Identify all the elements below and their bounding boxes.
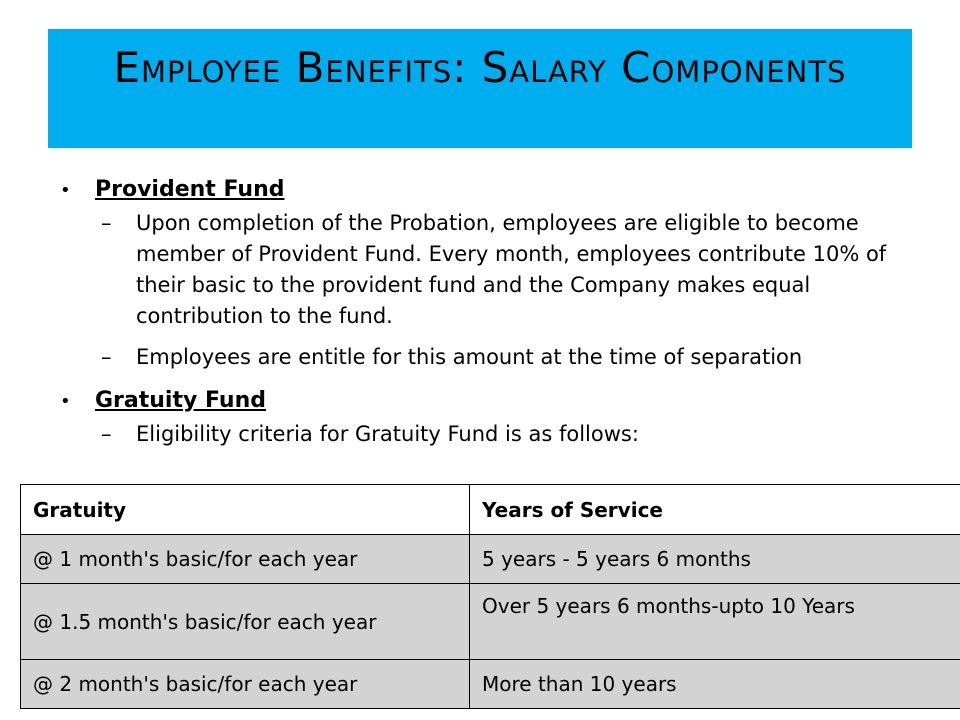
slide-title: Employee Benefits: Salary Components (113, 43, 847, 92)
list-item-text: Upon completion of the Probation, employees are eligible to become member of Provident Fund. Every month, employees contribute 10% of their basic to the provident fund and the Company makes equal contribution to the fund. (136, 211, 887, 328)
slide-body (60, 172, 900, 450)
list-item (101, 208, 900, 332)
column-header-years-of-service: Years of Service (470, 485, 960, 535)
column-header-gratuity: Gratuity (21, 485, 470, 535)
list-item (101, 419, 900, 450)
table-cell: Over 5 years 6 months-upto 10 Years (470, 584, 960, 660)
section-gratuity-fund (60, 383, 900, 419)
bullet-dot-icon: • (60, 391, 71, 412)
table-cell: More than 10 years (470, 660, 960, 709)
list-item (101, 342, 900, 373)
title-banner (48, 29, 912, 148)
list-item-text: Employees are entitle for this amount at the time of separation (136, 345, 803, 369)
dash-icon: – (101, 345, 112, 369)
table-cell: 5 years - 5 years 6 months (470, 535, 960, 584)
table-row (21, 584, 960, 660)
table-row (21, 660, 960, 709)
bullet-dot-icon: • (60, 180, 71, 201)
dash-icon: – (101, 422, 112, 446)
table-cell: @ 1 month's basic/for each year (21, 535, 470, 584)
table-header-row (21, 485, 960, 535)
section-heading: Gratuity Fund (95, 388, 266, 413)
section-heading: Provident Fund (95, 177, 285, 202)
section-provident-fund (60, 172, 900, 208)
table-cell: @ 2 month's basic/for each year (21, 660, 470, 709)
table-row (21, 535, 960, 584)
dash-icon: – (101, 211, 112, 235)
list-item-text: Eligibility criteria for Gratuity Fund is as follows: (136, 422, 639, 446)
table-cell: @ 1.5 month's basic/for each year (21, 584, 470, 660)
gratuity-table (20, 484, 960, 709)
